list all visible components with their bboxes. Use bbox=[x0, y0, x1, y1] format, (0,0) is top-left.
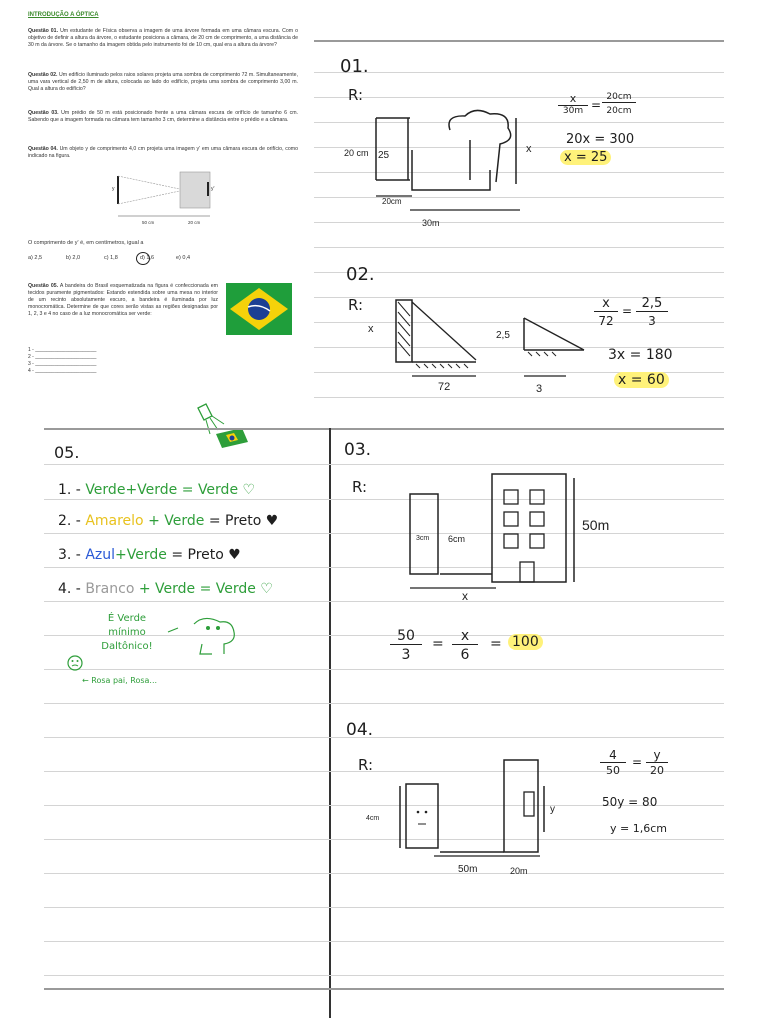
ruled-line bbox=[314, 72, 724, 73]
answer-01-frac2-num: 20cm bbox=[602, 92, 636, 103]
answer-02-step: 3x = 180 bbox=[608, 347, 673, 363]
column-divider bbox=[329, 428, 331, 1018]
answer-03-result: 100 bbox=[508, 634, 543, 650]
answer-04-frac1-num: 4 bbox=[600, 748, 626, 763]
q4-prompt: O comprimento de y' é, em centímetros, igual a bbox=[28, 240, 144, 246]
ruled-line bbox=[314, 272, 724, 273]
answer-03-equals-2: = bbox=[490, 636, 502, 652]
svg-text:20 cm: 20 cm bbox=[344, 148, 369, 158]
option-d-circle-mark bbox=[136, 252, 150, 265]
svg-text:3: 3 bbox=[536, 383, 543, 395]
option-a: a) 2,5 bbox=[28, 255, 43, 261]
svg-text:4cm: 4cm bbox=[366, 815, 380, 822]
option-d: d) 1,6 bbox=[140, 255, 155, 261]
svg-text:y': y' bbox=[211, 186, 215, 192]
answer-01-diagram bbox=[340, 110, 540, 230]
answer-05-item-2: 2. - Amarelo + Verde = Preto ♥ bbox=[58, 513, 279, 529]
answer-03-frac1-den: 3 bbox=[401, 647, 411, 663]
svg-text:20m: 20m bbox=[510, 866, 528, 876]
answer-04-title: 04. bbox=[346, 720, 374, 740]
svg-text:50 cm: 50 cm bbox=[142, 220, 155, 225]
answer-04-equals: = bbox=[632, 755, 643, 769]
option-e: e) 0,4 bbox=[176, 255, 191, 261]
answer-01-result: x = 25 bbox=[560, 150, 611, 165]
answer-05-note2: ← Rosa pai, Rosa... bbox=[82, 676, 158, 685]
question-01: Questão 01. Um estudante de Física observa a imagem de uma árvore formada em uma câmara escura. Com o objetivo de definir a altura da árvore, o estudante posiciona a câmara, de 20 cm de comprimento, a uma distância de 30 m da árvore. Se o tamanho da imagem obtida pelo instrumento foi de 10 cm, qual era a altura da árvore? bbox=[28, 28, 298, 48]
answer-02-diagram bbox=[366, 292, 606, 402]
answer-03-frac2-den: 6 bbox=[460, 647, 470, 663]
option-b: b) 2,0 bbox=[66, 255, 81, 261]
option-c: c) 1,8 bbox=[104, 255, 118, 261]
ruled-line bbox=[44, 975, 724, 976]
svg-text:25: 25 bbox=[378, 150, 390, 161]
answer-01-step: 20x = 300 bbox=[566, 132, 635, 147]
answer-02-result: x = 60 bbox=[614, 372, 669, 388]
answer-04-diagram bbox=[364, 756, 574, 886]
answer-02-frac2-num: 2,5 bbox=[636, 296, 668, 312]
answer-03-equals-1: = bbox=[432, 636, 444, 652]
answer-03-frac2-num: x bbox=[452, 628, 478, 645]
svg-text:72: 72 bbox=[438, 381, 451, 393]
svg-text:x: x bbox=[368, 323, 374, 335]
flashlight-flag-sticker bbox=[192, 402, 250, 450]
ruled-line bbox=[44, 737, 724, 738]
answer-04-frac1-den: 50 bbox=[606, 764, 620, 777]
svg-text:20cm: 20cm bbox=[382, 197, 402, 206]
answer-01-frac1-den: 30m bbox=[562, 106, 584, 116]
answer-04-r: R: bbox=[358, 756, 374, 774]
answer-03-r: R: bbox=[352, 478, 368, 496]
svg-text:30m: 30m bbox=[422, 218, 440, 228]
ruled-line bbox=[44, 669, 724, 670]
answer-02-frac1-num: x bbox=[594, 296, 618, 312]
answer-01-frac2-den: 20cm bbox=[606, 106, 632, 116]
svg-text:x: x bbox=[462, 589, 468, 603]
answer-01-frac1-num: x bbox=[558, 92, 588, 106]
ruled-line bbox=[44, 703, 724, 704]
svg-text:y: y bbox=[112, 186, 115, 192]
answer-02-title: 02. bbox=[346, 264, 375, 285]
answer-02-equals: = bbox=[622, 304, 633, 318]
answer-04-frac2-num: y bbox=[646, 748, 668, 763]
question-04: Questão 04. Um objeto y de comprimento 4,0 cm projeta uma imagem y' em uma câmara escura de orifício, como indicado na figura. bbox=[28, 146, 298, 159]
svg-text:20 cm: 20 cm bbox=[188, 220, 201, 225]
doodle-creature bbox=[164, 614, 244, 658]
svg-text:50m: 50m bbox=[458, 864, 478, 875]
answer-02-frac2-den: 3 bbox=[648, 314, 656, 328]
q4-camera-figure bbox=[110, 170, 220, 230]
ruled-line bbox=[44, 941, 724, 942]
ruled-line bbox=[314, 247, 724, 248]
svg-text:3cm: 3cm bbox=[416, 535, 430, 542]
answer-02-r: R: bbox=[348, 296, 364, 314]
ruled-line bbox=[314, 97, 724, 98]
svg-text:y: y bbox=[550, 804, 555, 815]
brazil-flag-image bbox=[226, 283, 292, 335]
question-05: Questão 05. A bandeira do Brasil esquematizada na figura é confeccionada em tecidos puramente pigmentados: Estando estendida sobre uma mesa no interior de um recinto absolutamente escuro, a bandeira é iluminada por luz monocromática. Determine de que cores serão vistas as regiões designadas por 1, 2, 3 e 4 no caso de a luz monocromática ser verde: bbox=[28, 283, 218, 317]
answer-05-note: É Verde mínimo Daltônico! bbox=[101, 613, 153, 652]
ruled-line bbox=[44, 601, 724, 602]
notebook-bottom-rule bbox=[44, 988, 724, 990]
svg-text:6cm: 6cm bbox=[448, 534, 466, 544]
answer-04-step: 50y = 80 bbox=[602, 795, 658, 809]
answer-04-frac2-den: 20 bbox=[650, 764, 664, 777]
ruled-line bbox=[44, 464, 724, 465]
question-02: Questão 02. Um edifício iluminado pelos raios solares projeta uma sombra de comprimento 72 m. Simultaneamente, uma vara vertical de 2,50 m de altura, colocada ao lado do edifício, projeta uma sombra de comprimento 3,00 m. Qual a altura do edifício? bbox=[28, 72, 298, 92]
answer-01-equals: = bbox=[591, 98, 602, 112]
answer-01-title: 01. bbox=[340, 56, 369, 77]
answer-05-item-4: 4. - Branco + Verde = Verde ♡ bbox=[58, 581, 273, 597]
ruled-line bbox=[44, 907, 724, 908]
notebook-top-rule bbox=[314, 40, 724, 42]
answer-01-r: R: bbox=[348, 86, 364, 104]
question-03: Questão 03. Um prédio de 50 m está posicionado frente a uma câmara escura de orifício de tamanho 6 cm. Sabendo que a imagem formada na câmara tem tamanho 3 cm, determine a distância entre o prédio e a câmara. bbox=[28, 110, 298, 123]
answer-02-frac1-den: 72 bbox=[598, 314, 614, 328]
answer-05-item-1: 1. - Verde+Verde = Verde ♡ bbox=[58, 482, 256, 498]
svg-text:x: x bbox=[526, 143, 532, 155]
notebook-mid-rule bbox=[44, 428, 724, 430]
svg-text:2,5: 2,5 bbox=[496, 330, 510, 341]
svg-text:50m: 50m bbox=[582, 517, 610, 533]
worksheet-title: INTRODUÇÃO A ÓPTICA bbox=[28, 12, 99, 18]
answer-05-item-3: 3. - Azul+Verde = Preto ♥ bbox=[58, 547, 241, 563]
answer-05-title: 05. bbox=[54, 443, 80, 462]
q5-answer-blanks: 1 - ______________________ 2 - ______________________ 3 - ______________________ 4 - ______________________ bbox=[28, 347, 97, 374]
answer-03-frac1-num: 50 bbox=[390, 628, 422, 645]
answer-03-diagram bbox=[396, 470, 636, 603]
doodle-face-icon bbox=[66, 654, 84, 672]
answer-03-title: 03. bbox=[344, 440, 372, 460]
answer-04-result: y = 1,6cm bbox=[610, 822, 667, 835]
